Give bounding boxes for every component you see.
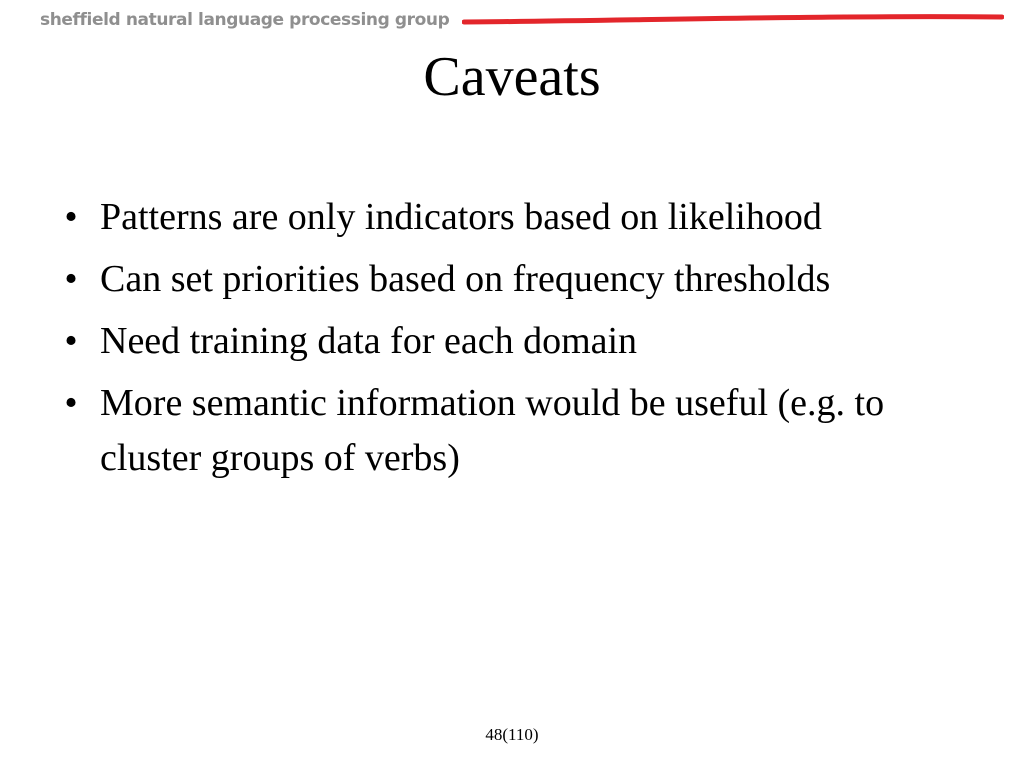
bullet-marker: • [64,258,78,300]
slide-title: Caveats [423,46,601,108]
bullet-text: More semantic information would be useful (e.g. to cluster groups of verbs) [100,382,885,479]
group-logo-text: sheffield natural language processing group [40,10,450,30]
header-red-rule-stroke [464,17,1002,22]
bullet-list [56,190,956,493]
bullet-text: Need training data for each domain [100,320,638,362]
bullet-marker: • [64,320,78,362]
bullet-text: Patterns are only indicators based on likelihood [100,196,822,238]
bullet-item [56,190,956,245]
bullet-marker: • [64,196,78,238]
bullet-item [56,376,956,486]
header-red-rule [462,11,1004,29]
page-number: 48(110) [485,725,539,744]
bullet-item [56,314,956,369]
bullet-marker: • [64,382,78,424]
bullet-item [56,252,956,307]
bullet-text: Can set priorities based on frequency thresholds [100,258,831,300]
